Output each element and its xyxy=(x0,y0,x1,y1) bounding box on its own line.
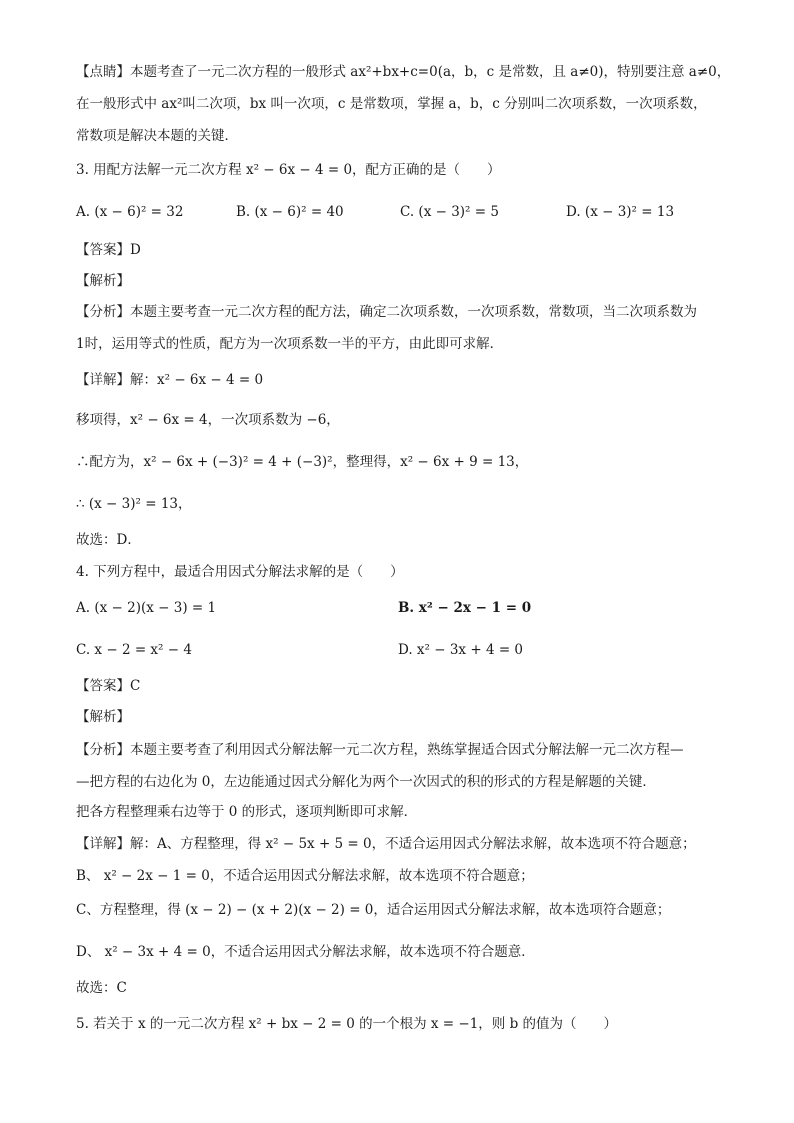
q3-detail-line-3: ∴配方为，x² − 6x + (−3)² = 4 + (−3)²，整理得，x² − 6x + 9 = 13， xyxy=(76,454,529,470)
q4-option-a: A. (x − 2)(x − 3) = 1 xyxy=(76,600,217,616)
q3-option-a: A. (x − 6)² = 32 xyxy=(76,204,184,220)
q4-option-c: C. x − 2 = x² − 4 xyxy=(76,642,192,658)
dianjing-line-2: 在一般形式中 ax²叫二次项，bx 叫一次项，c 是常数项，掌握 a，b，c 分别叫二次项系数，一次项系数， xyxy=(76,96,707,112)
question-5: 5. 若关于 x 的一元二次方程 x² + bx − 2 = 0 的一个根为 x = −1，则 b 的值为（ ） xyxy=(76,1016,618,1032)
q3-analysis-line-1: 【分析】本题主要考查一元二次方程的配方法，确定二次项系数，一次项系数，常数项，当二次项系数为 xyxy=(76,304,697,320)
q3-option-d: D. (x − 3)² = 13 xyxy=(566,204,675,220)
q3-detail-line-5: 故选：D． xyxy=(76,532,141,548)
q3-option-c: C. (x − 3)² = 5 xyxy=(400,204,499,220)
question-3: 3. 用配方法解一元二次方程 x² − 6x − 4 = 0，配方正确的是（ ） xyxy=(76,162,501,178)
q4-detail-line-2: B、 x² − 2x − 1 = 0，不适合运用因式分解法求解，故本选项不符合题意； xyxy=(76,868,534,884)
q4-detail-line-4: D、 x² − 3x + 4 = 0，不适合运用因式分解法求解，故本选项不符合题意． xyxy=(76,944,535,960)
q3-jiexi-heading: 【解析】 xyxy=(76,273,130,289)
dianjing-line-3: 常数项是解决本题的关键． xyxy=(76,128,238,144)
q4-analysis-line-2: —把方程的右边化为 0，左边能通过因式分解化为两个一次因式的积的形式的方程是解题的关键． xyxy=(76,774,656,790)
q3-detail-line-4: ∴ (x − 3)² = 13， xyxy=(76,496,192,512)
q4-detail-line-3: C、方程整理，得 (x − 2) − (x + 2)(x − 2) = 0，适合运用因式分解法求解，故本选项符合题意； xyxy=(76,902,671,918)
q3-detail-line-2: 移项得，x² − 6x = 4，一次项系数为 −6， xyxy=(76,412,340,428)
q3-option-b: B. (x − 6)² = 40 xyxy=(236,204,344,220)
q3-detail-line-1: 【详解】解：x² − 6x − 4 = 0 xyxy=(76,372,264,388)
q4-analysis-line-3: 把各方程整理乘右边等于 0 的形式，逐项判断即可求解． xyxy=(76,804,418,820)
dianjing-line-1: 【点睛】本题考查了一元二次方程的一般形式 ax²+bx+c=0(a，b，c 是常数，且 a≠0)，特别要注意 a≠0， xyxy=(76,64,731,80)
q4-detail-line-5: 故选：C xyxy=(76,980,127,996)
q3-answer: 【答案】D xyxy=(76,242,141,258)
q4-jiexi-heading: 【解析】 xyxy=(76,709,130,725)
q3-analysis-line-2: 1时，运用等式的性质，配方为一次项系数一半的平方，由此即可求解． xyxy=(76,336,504,352)
q4-option-b: B. x² − 2x − 1 = 0 xyxy=(398,600,532,616)
q4-analysis-line-1: 【分析】本题主要考查了利用因式分解法解一元二次方程，熟练掌握适合因式分解法解一元二次方程— xyxy=(76,742,684,758)
question-4: 4. 下列方程中，最适合用因式分解法求解的是（ ） xyxy=(76,564,404,580)
q4-answer: 【答案】C xyxy=(76,678,141,694)
q4-detail-line-1: 【详解】解：A、方程整理，得 x² − 5x + 5 = 0，不适合运用因式分解法求解，故本选项不符合题意； xyxy=(76,836,696,852)
q4-option-d: D. x² − 3x + 4 = 0 xyxy=(398,642,524,658)
